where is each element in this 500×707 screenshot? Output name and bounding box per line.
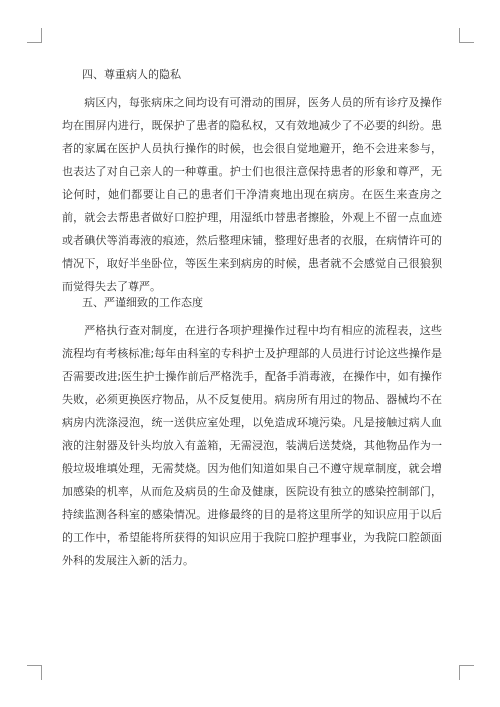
crop-mark-bottom-right <box>459 665 474 680</box>
section-body-work-attitude <box>62 319 442 572</box>
crop-mark-top-left <box>27 28 42 43</box>
crop-mark-bottom-left <box>27 665 42 680</box>
section-heading-work-attitude: 五、严谨细致的工作态度 <box>82 296 203 309</box>
section-heading-privacy: 四、尊重病人的隐私 <box>82 68 181 81</box>
section-body-privacy-text: 病区内，每张病床之间均设有可滑动的围屏，医务人员的所有诊疗及操作均在围屏内进行，既保护了患者的隐私权，又有效地减少了不必要的纠纷。患者的家属在医护人员执行操作的时候，也会很自觉地避开，绝不会进来参与，也表达了对自己亲人的一种尊重。护士们也很注意保持患者的形象和尊严，无论何时，她们都要让自己的患者们干净清爽地出现在病房。在医生来查房之前，就会去帮患者做好口腔护理，用湿纸巾替患者擦脸，外观上不留一点血迹或者碘伏等消毒液的痕迹，然后整理床铺，整理好患者的衣服，在病情许可的情况下，取好半坐卧位，等医生来到病房的时候，患者就不会感觉自己很狼狈而觉得失去了尊严。 <box>62 96 442 293</box>
crop-mark-top-right <box>459 28 474 43</box>
section-body-privacy <box>62 91 442 298</box>
section-body-work-attitude-text: 严格执行查对制度，在进行各项护理操作过程中均有相应的流程表，这些流程均有考核标准;每年由科室的专科护士及护理部的人员进行讨论这些操作是否需要改进;医生护士操作前后严格洗手，配备手消毒液，在操作中，如有操作失败，必须更换医疗物品，从不反复使用。病房所有用过的物品、器械均不在病房内洗涤浸泡，统一送供应室处理，以免造成环境污染。凡是接触过病人血液的注射器及针头均放入有盖箱，无需浸泡，装满后送焚烧，其他物品作为一般垃圾堆填处理，无需焚烧。因为他们知道如果自己不遵守规章制度，就会增加感染的机率，从而危及病员的生命及健康，医院设有独立的感染控制部门，持续监测各科室的感染情况。进修最终的目的是将这里所学的知识应用于以后的工作中，希望能将所获得的知识应用于我院口腔护理事业，为我院口腔颌面外科的发展注入新的活力。 <box>62 324 442 567</box>
